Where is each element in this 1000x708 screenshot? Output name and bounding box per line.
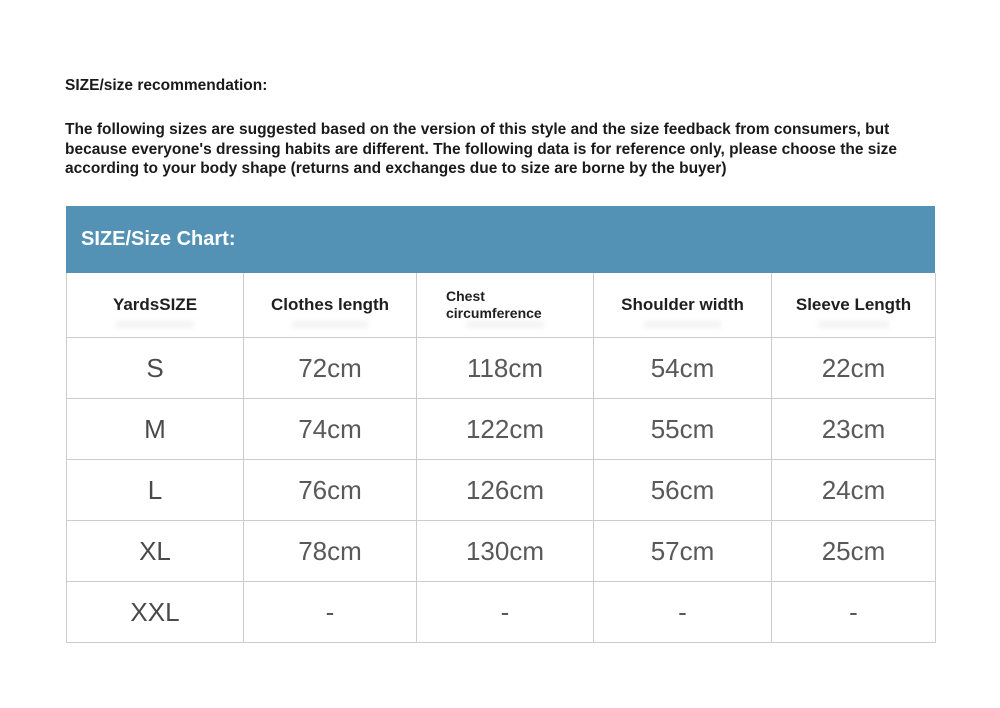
- shoulder-width-cell: 57cm: [594, 521, 772, 582]
- column-header-size: YardsSIZE: [67, 273, 244, 338]
- sleeve-length-cell: 22cm: [772, 338, 936, 399]
- shoulder-width-cell: 56cm: [594, 460, 772, 521]
- chest-circumference-cell: 126cm: [417, 460, 594, 521]
- shoulder-width-cell: -: [594, 582, 772, 643]
- size-chart-title-bar: [66, 206, 935, 273]
- chest-circumference-cell: 130cm: [417, 521, 594, 582]
- size-chart-header-row: [67, 273, 936, 338]
- shoulder-width-cell: 54cm: [594, 338, 772, 399]
- chest-circumference-cell: 118cm: [417, 338, 594, 399]
- clothes-length-cell: 78cm: [244, 521, 417, 582]
- clothes-length-cell: 74cm: [244, 399, 417, 460]
- sleeve-length-cell: -: [772, 582, 936, 643]
- size-cell: XXL: [67, 582, 244, 643]
- table-row-l: [67, 460, 936, 521]
- column-header-shoulder-width: Shoulder width: [594, 273, 772, 338]
- size-cell: XL: [67, 521, 244, 582]
- size-cell: M: [67, 399, 244, 460]
- clothes-length-cell: 72cm: [244, 338, 417, 399]
- sleeve-length-cell: 24cm: [772, 460, 936, 521]
- column-header-clothes-length: Clothes length: [244, 273, 417, 338]
- size-recommendation-title: SIZE/size recommendation:: [65, 77, 268, 94]
- table-row-s: [67, 338, 936, 399]
- chest-circumference-cell: 122cm: [417, 399, 594, 460]
- shoulder-width-cell: 55cm: [594, 399, 772, 460]
- clothes-length-cell: 76cm: [244, 460, 417, 521]
- table-row-xl: [67, 521, 936, 582]
- size-chart-title: SIZE/Size Chart:: [81, 228, 236, 250]
- column-header-chest-circumference: Chest circumference: [417, 273, 594, 338]
- clothes-length-cell: -: [244, 582, 417, 643]
- chest-circumference-cell: -: [417, 582, 594, 643]
- table-row-xxl: [67, 582, 936, 643]
- table-row-m: [67, 399, 936, 460]
- size-cell: S: [67, 338, 244, 399]
- size-chart-table: [66, 273, 936, 643]
- size-chart-section: [66, 206, 935, 643]
- column-header-sleeve-length: Sleeve Length: [772, 273, 936, 338]
- sleeve-length-cell: 25cm: [772, 521, 936, 582]
- sleeve-length-cell: 23cm: [772, 399, 936, 460]
- size-recommendation-body: The following sizes are suggested based on the version of this style and the size feedback from consumers, but because everyone's dressing habits are different. The following data is for reference only, please choose the size according to your body shape (returns and exchanges due to size are borne by the buyer): [65, 121, 898, 177]
- size-cell: L: [67, 460, 244, 521]
